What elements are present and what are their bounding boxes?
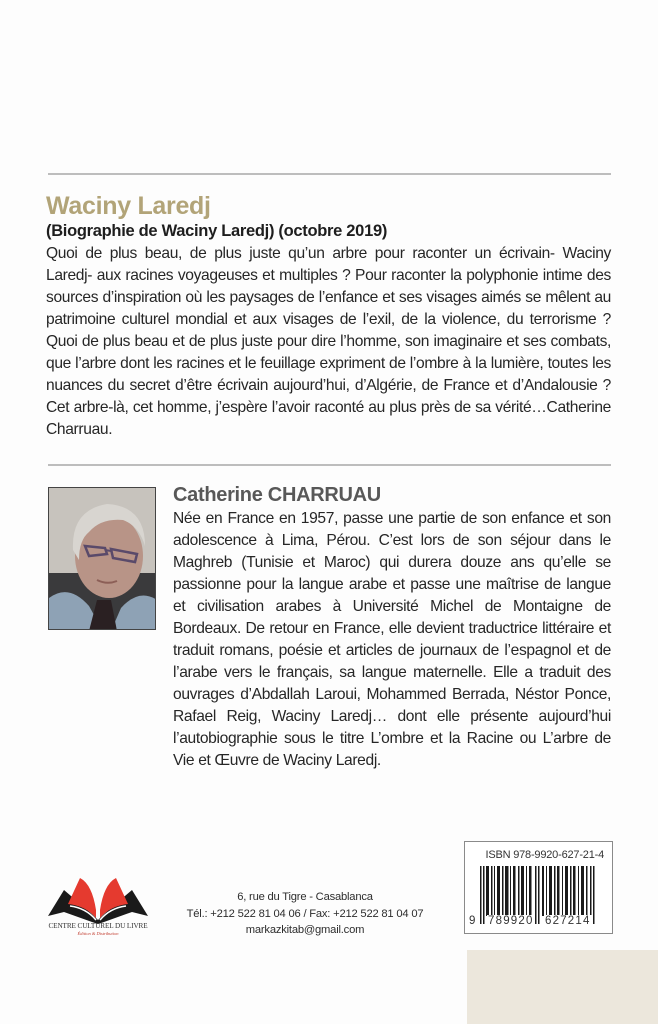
beige-panel	[467, 950, 658, 1024]
isbn-digit-group-a: 789920	[488, 915, 534, 927]
isbn-label: ISBN 978-9920-627-21-4	[485, 849, 604, 861]
book-synopsis: Quoi de plus beau, de plus juste qu’un arbre pour raconter un écrivain- Waciny Laredj- aux racines voyageuses et multiples ? Pour raconter la polyphonie intime des sources d’inspiration où les paysages de l’enfance et ses visages aimés se mêlent au patrimoine culturel mondial et aux visages de l’exil, de la violence, du terrorisme ? Quoi de plus beau et de plus juste pour dire l’homme, son imaginaire et ses combats, que l’arbre dont les racines et le feuillage expriment de l’ombre à la lumière, toutes les nuances du secret d’être écrivain aujourd’hui, d’Algérie, de France et d’Andalousie ? Cet arbre-là, cet homme, j’espère l’avoir raconté au plus près de sa vérité…Catherine Charruau.	[46, 245, 611, 438]
divider-middle	[48, 464, 611, 466]
publisher-phone-fax: Tél.: +212 522 81 04 06 / Fax: +212 522 81 04 07	[186, 907, 424, 920]
book-subtitle: (Biographie de Waciny Laredj) (octobre 2019)	[46, 222, 388, 240]
author-name: Catherine CHARRUAU	[173, 484, 381, 506]
open-book-icon	[46, 876, 150, 924]
author-photo	[48, 487, 156, 630]
publisher-contact	[185, 889, 425, 939]
isbn-barcode-box	[464, 841, 613, 934]
book-title: Waciny Laredj	[46, 192, 211, 220]
publisher-tagline: Édition & Distribution	[77, 931, 119, 936]
divider-top	[48, 173, 611, 175]
portrait-icon	[49, 488, 156, 630]
author-bio: Née en France en 1957, passe une partie de son enfance et son adolescence à Lima, Pérou. C’est lors de son séjour dans le Maghreb (Tunisie et Maroc) qui durera douze ans qu’elle se passionne pour la langue arabe et passe une maîtrise de langue et civilisation arabes à Université Michel de Montaigne de Bordeaux. De retour en France, elle devient traductrice littéraire et traduit romans, poésie et articles de journaux de l’espagnol et de l’arabe vers le français, sa langue maternelle. Elle a traduit des ouvrages d’Abdallah Laroui, Mohammed Berrada, Néstor Ponce, Rafael Reig, Waciny Laredj… dont elle présente aujourd’hui l’autobiographie sous le titre L’ombre et la Racine ou L’arbre de Vie et Œuvre de Waciny Laredj.	[173, 510, 611, 769]
isbn-digit-group-b: 627214	[545, 915, 591, 927]
isbn-first-digit: 9	[469, 915, 476, 927]
publisher-email: markazkitab@gmail.com	[245, 924, 365, 936]
publisher-name: CENTRE CULTUREL DU LIVRE	[48, 922, 148, 930]
publisher-address: 6, rue du Tigre - Casablanca	[237, 891, 373, 903]
